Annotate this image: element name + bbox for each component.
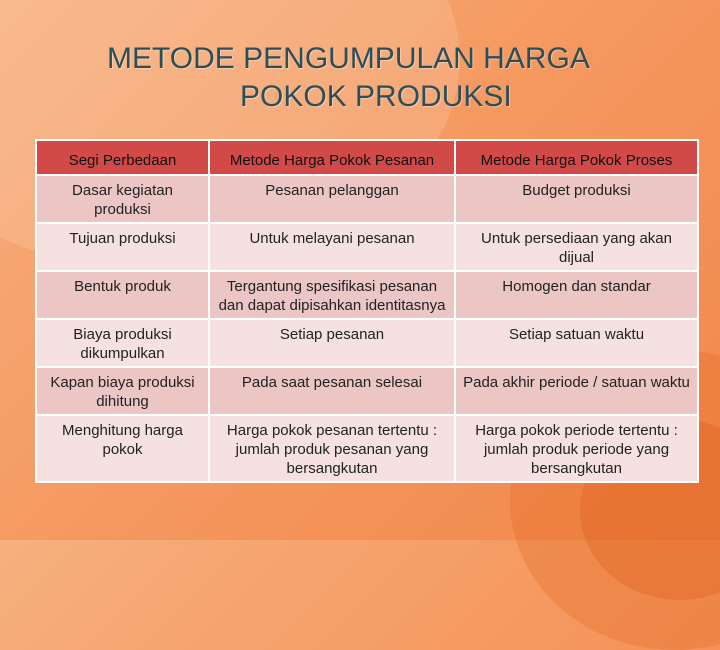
table-cell: Homogen dan standar <box>455 271 698 319</box>
table-row <box>36 319 698 367</box>
slide-title-line-2: POKOK PRODUKSI <box>240 80 512 113</box>
table-cell: Tergantung spesifikasi pesanan dan dapat dipisahkan identitasnya <box>209 271 455 319</box>
table-cell: Tujuan produksi <box>36 223 209 271</box>
table-row <box>36 223 698 271</box>
table-cell: Pada akhir periode / satuan waktu <box>455 367 698 415</box>
table-cell: Budget produksi <box>455 175 698 223</box>
table-row <box>36 271 698 319</box>
header-segi-perbedaan: Segi Perbedaan <box>36 140 209 175</box>
comparison-table <box>35 139 699 483</box>
table-cell: Harga pokok pesanan tertentu : jumlah produk pesanan yang bersangkutan <box>209 415 455 482</box>
table-cell: Biaya produksi dikumpulkan <box>36 319 209 367</box>
table-cell: Harga pokok periode tertentu : jumlah produk periode yang bersangkutan <box>455 415 698 482</box>
table-header-row <box>36 140 698 175</box>
table-cell: Pada saat pesanan selesai <box>209 367 455 415</box>
table-cell: Pesanan pelanggan <box>209 175 455 223</box>
table-row <box>36 367 698 415</box>
table-cell: Menghitung harga pokok <box>36 415 209 482</box>
table-row <box>36 175 698 223</box>
table-cell: Bentuk produk <box>36 271 209 319</box>
table-cell: Setiap satuan waktu <box>455 319 698 367</box>
table-cell: Setiap pesanan <box>209 319 455 367</box>
table-cell: Dasar kegiatan produksi <box>36 175 209 223</box>
table-row <box>36 415 698 482</box>
table-cell: Untuk melayani pesanan <box>209 223 455 271</box>
slide-title-line-1: METODE PENGUMPULAN HARGA <box>107 42 590 75</box>
table-cell: Untuk persediaan yang akan dijual <box>455 223 698 271</box>
header-metode-pesanan: Metode Harga Pokok Pesanan <box>209 140 455 175</box>
slide-title <box>0 40 720 116</box>
table-cell: Kapan biaya produksi dihitung <box>36 367 209 415</box>
header-metode-proses: Metode Harga Pokok Proses <box>455 140 698 175</box>
